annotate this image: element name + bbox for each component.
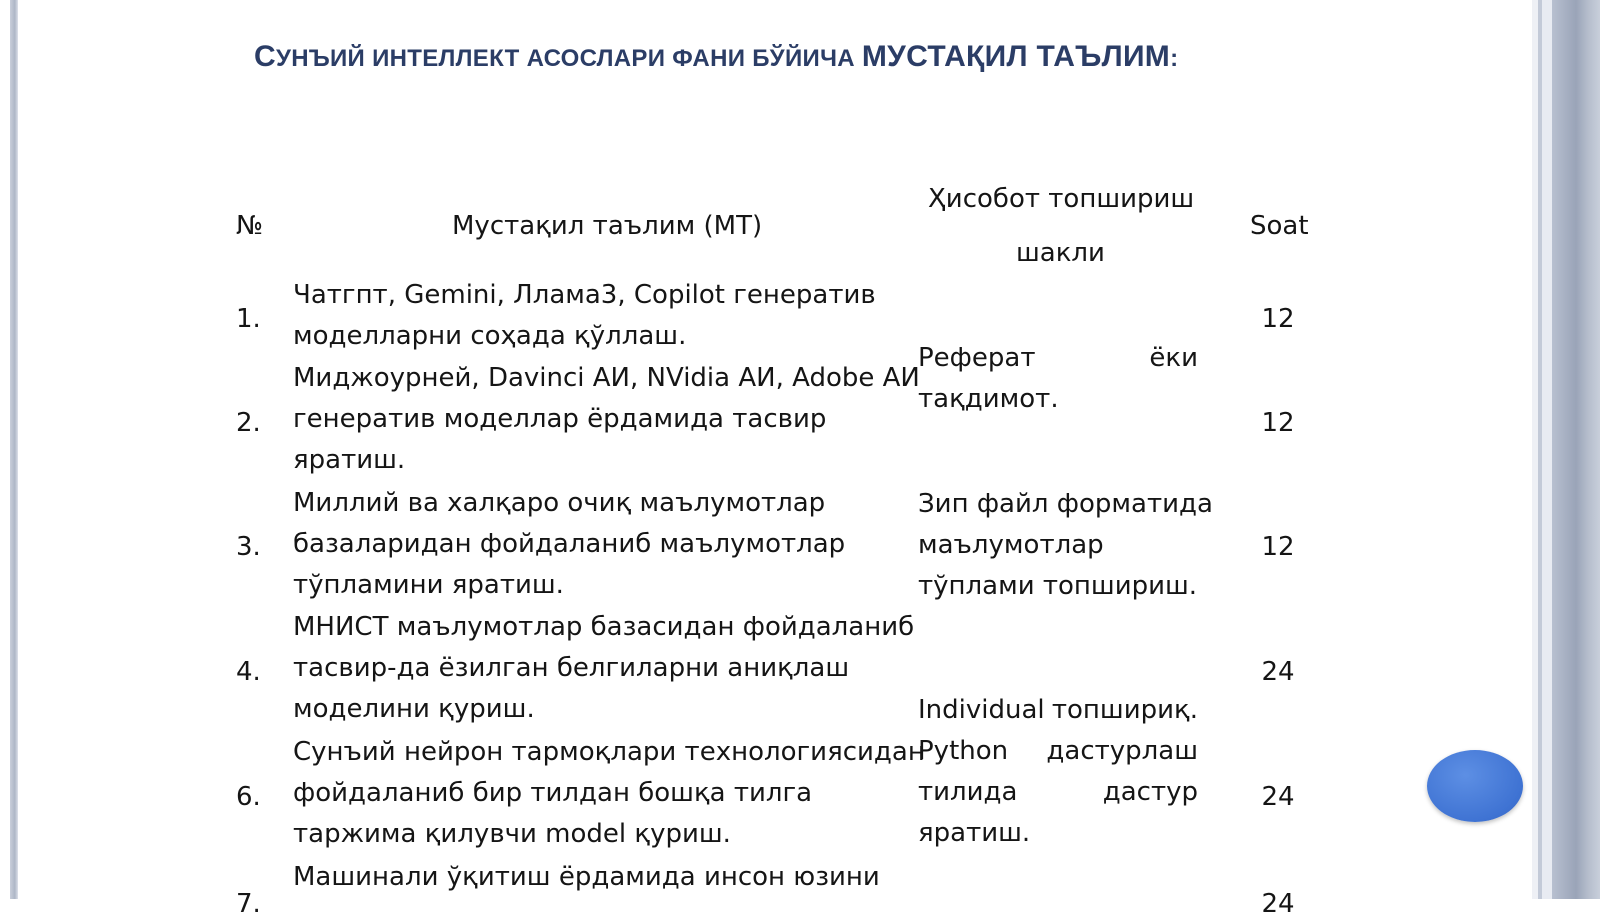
slide-title [254,40,1178,74]
title-main: МУСТАҚИЛ ТАЪЛИМ [861,40,1171,73]
row-topic-line: моделларни соҳада қўллаш. [293,321,687,351]
row-topic-line: Чатгпт, Gemini, Ллама3, Copilot генератив [293,280,876,310]
report-form-a-line2: тақдимот. [918,384,1059,414]
row-hours: 12 [1261,408,1295,438]
row-topic-line: Миллий ва халқаро очиқ маълумотлар [293,488,826,518]
row-topic-line: моделини қуриш. [293,694,535,724]
report-form-a-line1 [918,343,1198,373]
header-hours: Soat [1250,211,1309,241]
header-report-line1: Ҳисобот топшириш [928,184,1195,214]
row-number: 6. [236,782,261,812]
report-form-c-word: топшириқ. [1051,695,1198,725]
row-topic-line: базаларидан фойдаланиб маълумотлар [293,529,846,559]
row-topic-line: фойдаланиб бир тилдан бошқа тилга [293,778,813,808]
report-form-c-line4: яратиш. [918,818,1031,848]
report-form-c-word: Python [918,736,1009,766]
report-form-c-word: тилида [918,777,1018,807]
row-hours: 24 [1261,782,1295,812]
report-form-b-line: Зип файл форматида [918,489,1213,519]
left-border-bar [10,0,18,899]
report-form-b-line: маълумотлар [918,530,1104,560]
row-topic-line: Миджоурней, Davinci АИ, NVidia АИ, Adobe АИ [293,363,920,393]
row-topic-line: Сунъий нейрон тармоқлари технологиясидан [293,737,925,767]
header-topic: Мустақил таълим (МТ) [452,211,763,241]
row-topic-line: тасвир-да ёзилган белгиларни аниқлаш [293,653,850,683]
row-topic-line: Машинали ўқитиш ёрдамида инсон юзини [293,862,880,892]
report-form-b-line: тўплами топшириш. [918,571,1198,601]
report-form-a-word1: Реферат [918,343,1036,373]
row-topic-line: тўпламини яратиш. [293,570,564,600]
report-form-c-word: дастурлаш [1046,736,1198,766]
row-number: 2. [236,408,261,438]
report-form-c-word: Individual [918,695,1045,725]
blue-oval-shape [1427,750,1523,822]
title-prefix: УНЪИЙ ИНТЕЛЛЕКТ АСОСЛАРИ ФАНИ БЎЙИЧА [275,45,862,72]
row-topic-line: МНИСТ маълумотлар базасидан фойдаланиб [293,612,915,642]
row-number: 1. [236,304,261,334]
report-form-c-word: дастур [1102,777,1198,807]
row-hours: 12 [1261,304,1295,334]
row-hours: 24 [1261,889,1295,919]
report-form-c-line3 [918,777,1198,807]
title-initial: С [254,40,276,73]
header-report-line2: шакли [1016,238,1105,268]
row-hours: 12 [1261,532,1295,562]
row-number: 7. [236,889,261,919]
row-topic-line: таржима қилувчи model қуриш. [293,819,731,849]
row-topic-line: генератив моделлар ёрдамида тасвир [293,404,827,434]
row-topic-line: яратиш. [293,445,406,475]
row-hours: 24 [1261,657,1295,687]
report-form-c-line1 [918,695,1198,725]
report-form-a-word2: ёки [1149,343,1198,373]
row-number: 3. [236,532,261,562]
title-colon: : [1170,45,1179,72]
report-form-c-line2 [918,736,1198,766]
right-border-decoration [1532,0,1600,899]
row-number: 4. [236,657,261,687]
header-number: № [236,211,264,241]
